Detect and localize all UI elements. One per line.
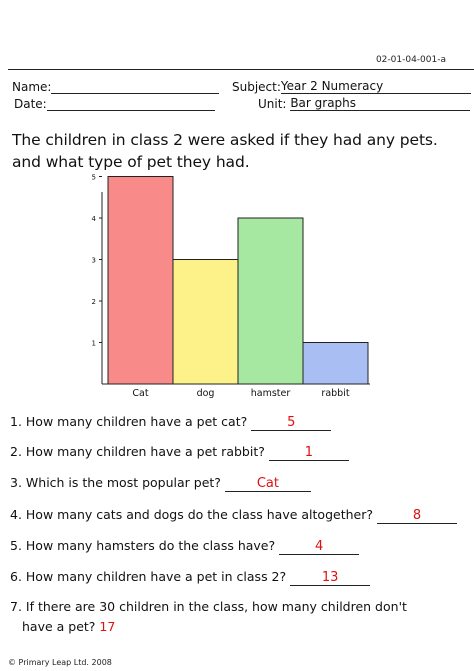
x-tick-label: rabbit (321, 388, 350, 399)
x-tick-label: hamster (250, 388, 291, 399)
y-tick-label: 3 (91, 256, 96, 265)
question-4 (10, 507, 457, 524)
question-number: 1. (10, 414, 26, 429)
answer-blank[interactable]: Cat (225, 476, 311, 492)
name-label: Name: (12, 80, 52, 94)
x-tick-label: dog (196, 388, 215, 399)
pets-bar-chart (80, 173, 380, 403)
question-number: 6. (10, 569, 26, 584)
question-5 (10, 538, 359, 555)
copyright-footer: © Primary Leap Ltd. 2008 (8, 658, 112, 667)
bar-rabbit (303, 343, 368, 385)
question-text: Which is the most popular pet? (25, 475, 221, 490)
question-7-continued (22, 619, 115, 634)
answer-blank[interactable]: 8 (377, 508, 457, 524)
bar-dog (173, 260, 238, 385)
answer-blank[interactable]: 5 (251, 415, 331, 431)
subject-field (232, 80, 471, 94)
subject-value: Year 2 Numeracy (281, 80, 471, 94)
date-field (14, 97, 215, 111)
bar-cat (108, 177, 173, 385)
question-text: How many hamsters do the class have? (25, 538, 276, 553)
question-text-continued: have a pet? (22, 619, 100, 634)
x-tick-label: Cat (132, 388, 149, 399)
question-1 (10, 414, 331, 431)
question-number: 5. (10, 538, 26, 553)
question-7 (10, 599, 407, 614)
date-input-line[interactable] (47, 98, 215, 111)
question-6 (10, 569, 370, 586)
header-divider (8, 69, 474, 70)
answer-blank[interactable]: 13 (290, 570, 370, 586)
name-field (12, 80, 219, 94)
unit-value: Bar graphs (290, 97, 470, 111)
y-tick-label: 4 (91, 215, 96, 223)
question-number: 4. (10, 507, 26, 522)
bar-hamster (238, 218, 303, 384)
question-number: 7. (10, 599, 26, 614)
sheet-code: 02-01-04-001-a (375, 55, 446, 65)
date-label: Date: (14, 97, 47, 111)
intro-text: The children in class 2 were asked if they had any pets. and what type of pet they had. (12, 131, 438, 171)
question-text: How many children have a pet rabbit? (25, 444, 265, 459)
y-tick-label: 5 (91, 173, 96, 182)
answer-blank[interactable]: 1 (269, 445, 349, 461)
unit-label: Unit: (258, 97, 287, 111)
answer-blank[interactable]: 17 (99, 619, 116, 634)
y-tick-label: 2 (91, 298, 96, 306)
subject-label: Subject: (232, 80, 281, 94)
question-number: 3. (10, 475, 26, 490)
name-input-line[interactable] (51, 81, 219, 94)
question-text: How many children have a pet cat? (25, 414, 248, 429)
question-text: How many cats and dogs do the class have altogether? (25, 507, 373, 522)
unit-field (258, 97, 470, 111)
question-2 (10, 444, 349, 461)
question-text: If there are 30 children in the class, how many children don't (25, 599, 407, 614)
y-tick-label: 1 (91, 339, 96, 348)
question-3 (10, 475, 311, 492)
question-number: 2. (10, 444, 26, 459)
answer-blank[interactable]: 4 (279, 539, 359, 555)
question-text: How many children have a pet in class 2? (25, 569, 287, 584)
